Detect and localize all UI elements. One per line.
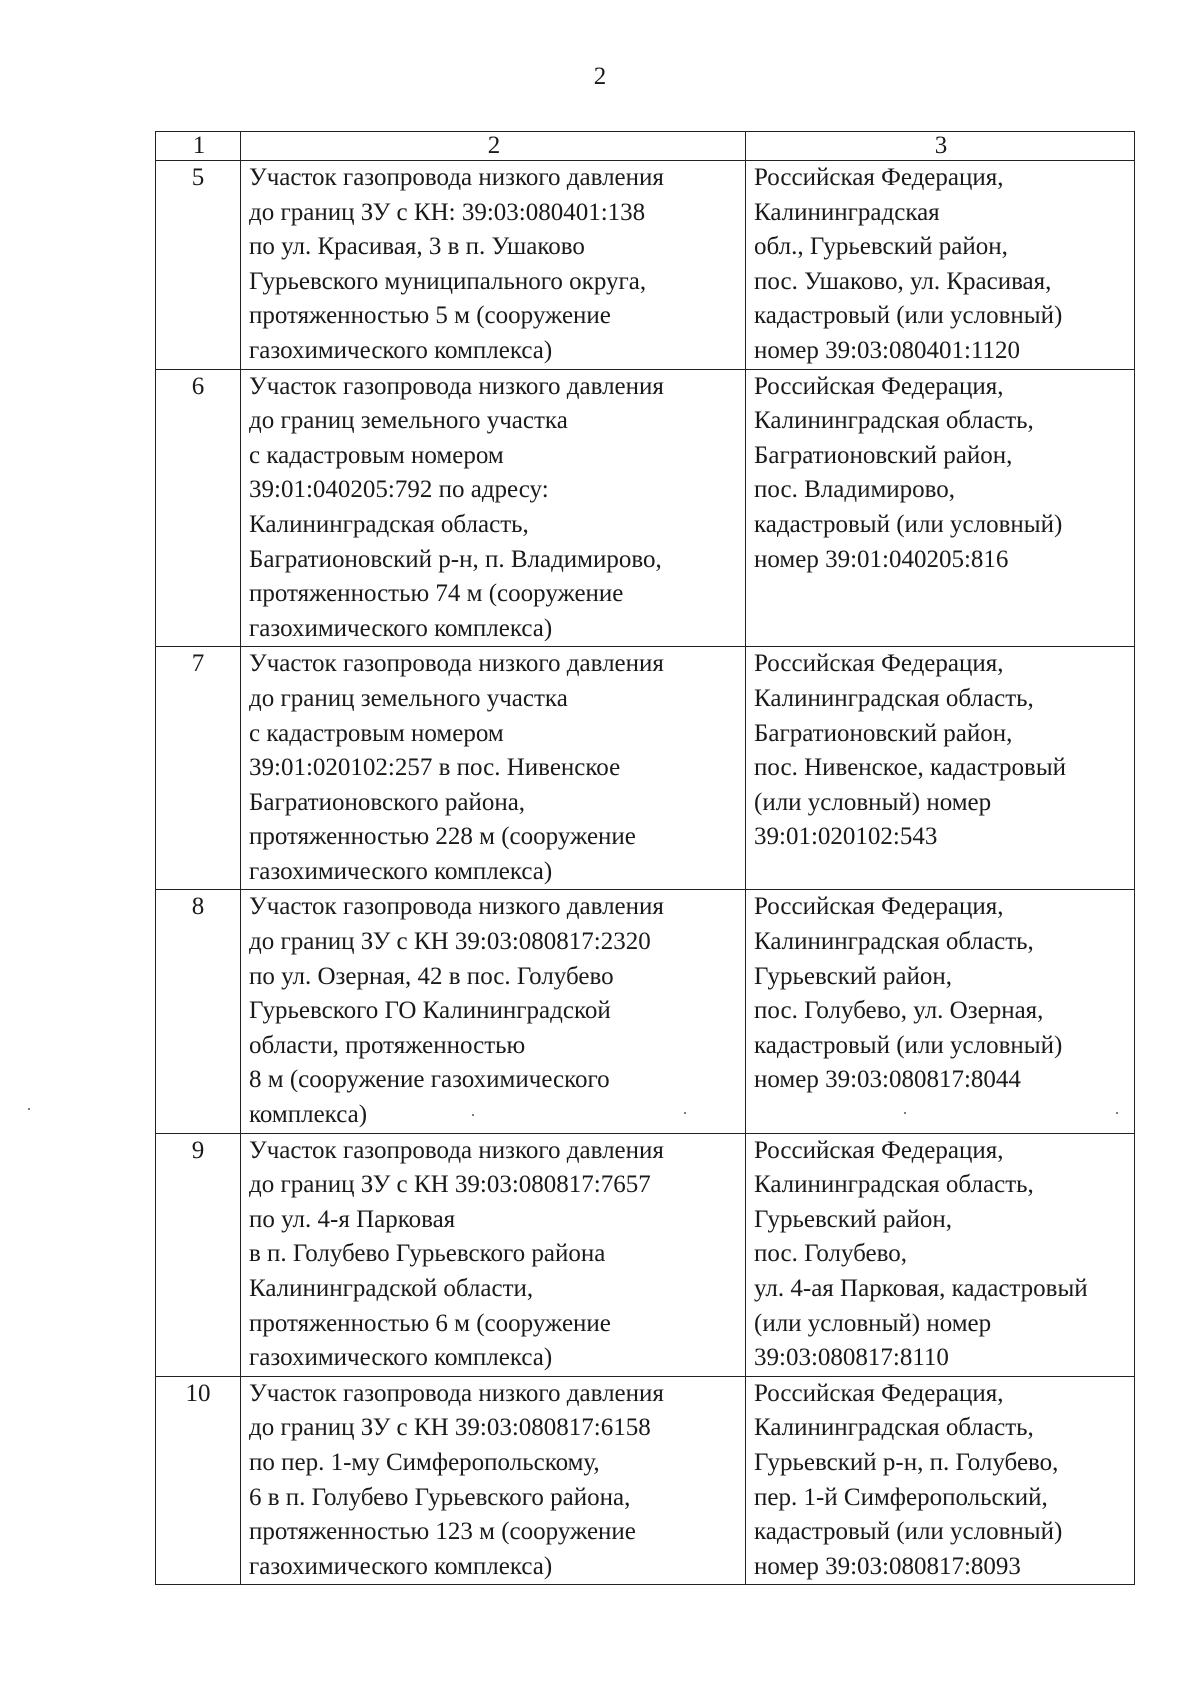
scan-speck [904,1112,906,1114]
description-cell: Участок газопровода низкого давления до границ ЗУ с КН 39:03:080817:6158 по пер. 1-му Симферопольскому, 6 в п. Голубево Гурьевского района, протяженностью 123 м (сооружение газохимического комплекса) [241,1376,746,1585]
owner-cell: Российская Федерация, Калининградская область, Гурьевский р-н, п. Голубево, пер. 1-й Симферопольский, кадастровый (или условный) номер 39:03:080817:8093 [746,1376,1135,1585]
description-cell: Участок газопровода низкого давления до границ земельного участка с кадастровым номером 39:01:020102:257 в пос. Нивенское Багратионовского района, протяженностью 228 м (сооружение газохимического комплекса) [241,647,746,890]
row-number-cell: 6 [156,369,241,647]
owner-cell: Российская Федерация, Калининградская область, Багратионовский район, пос. Нивенское, кадастровый (или условный) номер 39:01:020102:543 [746,647,1135,890]
table-header-row [156,132,1135,161]
header-cell-3: 3 [746,132,1135,161]
row-number-cell: 7 [156,647,241,890]
row-number-cell: 5 [156,161,241,370]
description-cell: Участок газопровода низкого давления до границ земельного участка с кадастровым номером 39:01:040205:792 по адресу: Калининградская область, Багратионовский р-н, п. Владимирово, протяженностью 74 м (сооружение газохимического комплекса) [241,369,746,647]
page-number: 2 [593,63,607,90]
owner-cell: Российская Федерация, Калининградская область, Багратионовский район, пос. Владимирово, кадастровый (или условный) номер 39:01:040205:816 [746,369,1135,647]
scan-speck [28,1108,30,1110]
row-number-cell: 10 [156,1376,241,1585]
owner-cell: Российская Федерация, Калининградская область, Гурьевский район, пос. Голубево, ул. Озерная, кадастровый (или условный) номер 39:03:080817:8044 [746,890,1135,1133]
header-cell-1: 1 [156,132,241,161]
description-cell: Участок газопровода низкого давления до границ ЗУ с КН 39:03:080817:7657 по ул. 4-я Парковая в п. Голубево Гурьевского района Калининградской области, протяженностью 6 м (сооружение газохимического комплекса) [241,1133,746,1376]
table-row [156,369,1135,647]
table-row [156,161,1135,370]
row-number-cell: 9 [156,1133,241,1376]
scan-speck [1116,1112,1118,1114]
table-row [156,1376,1135,1585]
table-row [156,890,1135,1133]
description-cell: Участок газопровода низкого давления до границ ЗУ с КН: 39:03:080401:138 по ул. Красивая, 3 в п. Ушаково Гурьевского муниципального округа, протяженностью 5 м (сооружение газохимического комплекса) [241,161,746,370]
scan-speck [472,1114,474,1116]
description-cell: Участок газопровода низкого давления до границ ЗУ с КН 39:03:080817:2320 по ул. Озерная, 42 в пос. Голубево Гурьевского ГО Калининградской области, протяженностью 8 м (сооружение газохимического комплекса) [241,890,746,1133]
header-cell-2: 2 [241,132,746,161]
property-table [155,131,1135,1585]
table-row [156,647,1135,890]
owner-cell: Российская Федерация, Калининградская область, Гурьевский район, пос. Голубево, ул. 4-ая Парковая, кадастровый (или условный) номер 39:03:080817:8110 [746,1133,1135,1376]
table-row [156,1133,1135,1376]
owner-cell: Российская Федерация, Калининградская обл., Гурьевский район, пос. Ушаково, ул. Красивая, кадастровый (или условный) номер 39:03:080401:1120 [746,161,1135,370]
row-number-cell: 8 [156,890,241,1133]
scan-speck [684,1112,686,1114]
